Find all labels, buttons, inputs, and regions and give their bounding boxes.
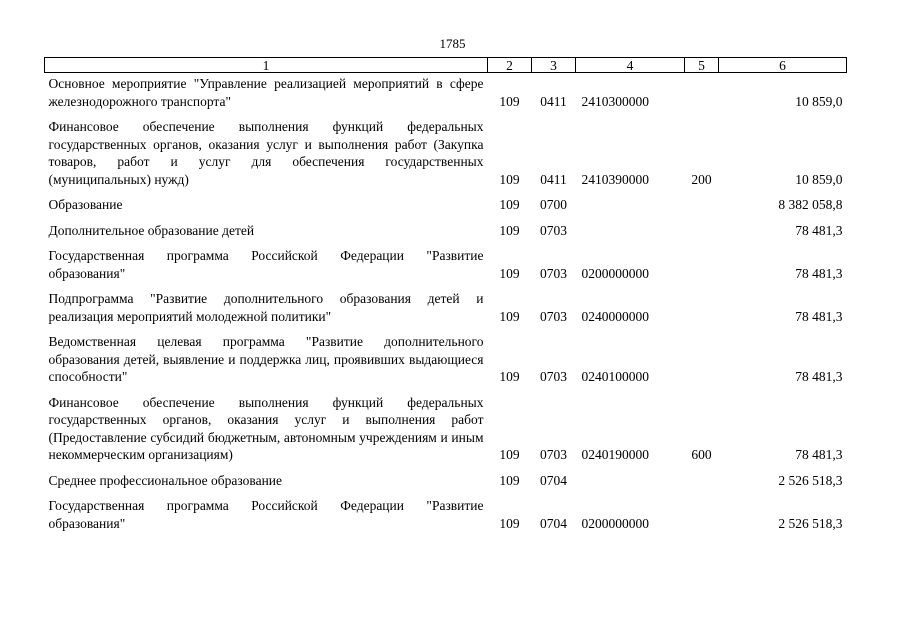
target-code: 2410300000 <box>581 93 649 109</box>
table-row <box>45 196 847 222</box>
section-code: 0703 <box>540 222 567 238</box>
column-number-row <box>45 58 847 73</box>
ministry-code: 109 <box>499 265 520 281</box>
ministry-code: 109 <box>499 369 520 384</box>
table-row <box>45 247 847 290</box>
column-header: 4 <box>576 58 685 73</box>
section-code: 0703 <box>540 308 567 324</box>
row-name: Ведомственная целевая программа "Развитие дополнительного образования детей, выявление и поддержка лиц, проявивших выдающиеся способности" <box>48 334 484 384</box>
row-name: Образование <box>48 197 123 212</box>
table-row <box>45 73 847 119</box>
expense-code <box>685 247 719 290</box>
section-code: 0411 <box>540 93 567 109</box>
amount: 10 859,0 <box>795 171 843 187</box>
ministry-code: 109 <box>499 197 520 212</box>
target-code: 2410390000 <box>581 171 649 187</box>
expense-code <box>685 73 719 119</box>
ministry-code: 109 <box>499 472 520 488</box>
target-code: 0200000000 <box>581 265 649 281</box>
column-header: 6 <box>719 58 847 73</box>
row-name: Государственная программа Российской Федерации "Развитие образования" <box>48 248 484 281</box>
section-code: 0411 <box>540 171 567 187</box>
section-code: 0704 <box>540 472 567 488</box>
amount: 78 481,3 <box>795 222 843 238</box>
target-code: 0240100000 <box>581 369 649 384</box>
expense-code <box>685 472 719 498</box>
page-number: 1785 <box>439 36 466 51</box>
amount: 78 481,3 <box>795 308 843 324</box>
expense-code <box>685 333 719 394</box>
amount: 8 382 058,8 <box>778 197 843 212</box>
column-header: 3 <box>532 58 576 73</box>
expense-code <box>685 222 719 248</box>
table-row <box>45 472 847 498</box>
row-name: Подпрограмма "Развитие дополнительного образования детей и реализация мероприятий молодежной политики" <box>48 291 484 324</box>
ministry-code: 109 <box>499 308 520 324</box>
row-name: Финансовое обеспечение выполнения функций федеральных государственных органов, оказания услуг и выполнения работ (Закупка товаров, работ и услуг для обеспечения государственных (муниципальных) нужд) <box>48 119 484 187</box>
ministry-code: 109 <box>499 93 520 109</box>
expense-code <box>685 497 719 540</box>
column-header: 2 <box>488 58 532 73</box>
amount: 78 481,3 <box>795 447 843 462</box>
target-code: 0240190000 <box>581 447 649 462</box>
row-name: Финансовое обеспечение выполнения функций федеральных государственных органов, оказания услуг и выполнения работ (Предоставление субсидий бюджетным, автономным учреждениям и иным некоммерческим организациям) <box>48 394 484 462</box>
section-code: 0700 <box>540 197 567 212</box>
row-name: Дополнительное образование детей <box>48 222 255 238</box>
section-code: 0703 <box>540 369 567 384</box>
amount: 78 481,3 <box>795 265 843 281</box>
ministry-code: 109 <box>499 171 520 187</box>
target-code: 0240000000 <box>581 308 649 324</box>
target-code <box>576 472 685 498</box>
ministry-code: 109 <box>499 222 520 238</box>
row-name: Государственная программа Российской Федерации "Развитие образования" <box>48 498 484 531</box>
ministry-code: 109 <box>499 515 520 531</box>
amount: 78 481,3 <box>795 369 843 384</box>
expense-code <box>685 290 719 333</box>
expense-code <box>685 196 719 222</box>
target-code <box>576 222 685 248</box>
amount: 2 526 518,3 <box>778 472 843 488</box>
section-code: 0703 <box>540 265 567 281</box>
ministry-code: 109 <box>499 447 520 462</box>
amount: 10 859,0 <box>795 93 843 109</box>
table-row <box>45 118 847 196</box>
table-row <box>45 497 847 540</box>
budget-table <box>44 57 847 540</box>
expense-code: 600 <box>691 447 712 462</box>
section-code: 0703 <box>540 447 567 462</box>
table-row <box>45 222 847 248</box>
amount: 2 526 518,3 <box>778 515 843 531</box>
table-row <box>45 290 847 333</box>
column-header: 1 <box>45 58 488 73</box>
row-name: Основное мероприятие "Управление реализацией мероприятий в сфере железнодорожного транспорта" <box>48 76 484 109</box>
row-name: Среднее профессиональное образование <box>48 472 283 488</box>
table-row <box>45 394 847 472</box>
table-row <box>45 333 847 394</box>
column-header: 5 <box>685 58 719 73</box>
expense-code: 200 <box>691 171 712 187</box>
target-code: 0200000000 <box>581 515 649 531</box>
target-code <box>576 196 685 222</box>
section-code: 0704 <box>540 515 567 531</box>
